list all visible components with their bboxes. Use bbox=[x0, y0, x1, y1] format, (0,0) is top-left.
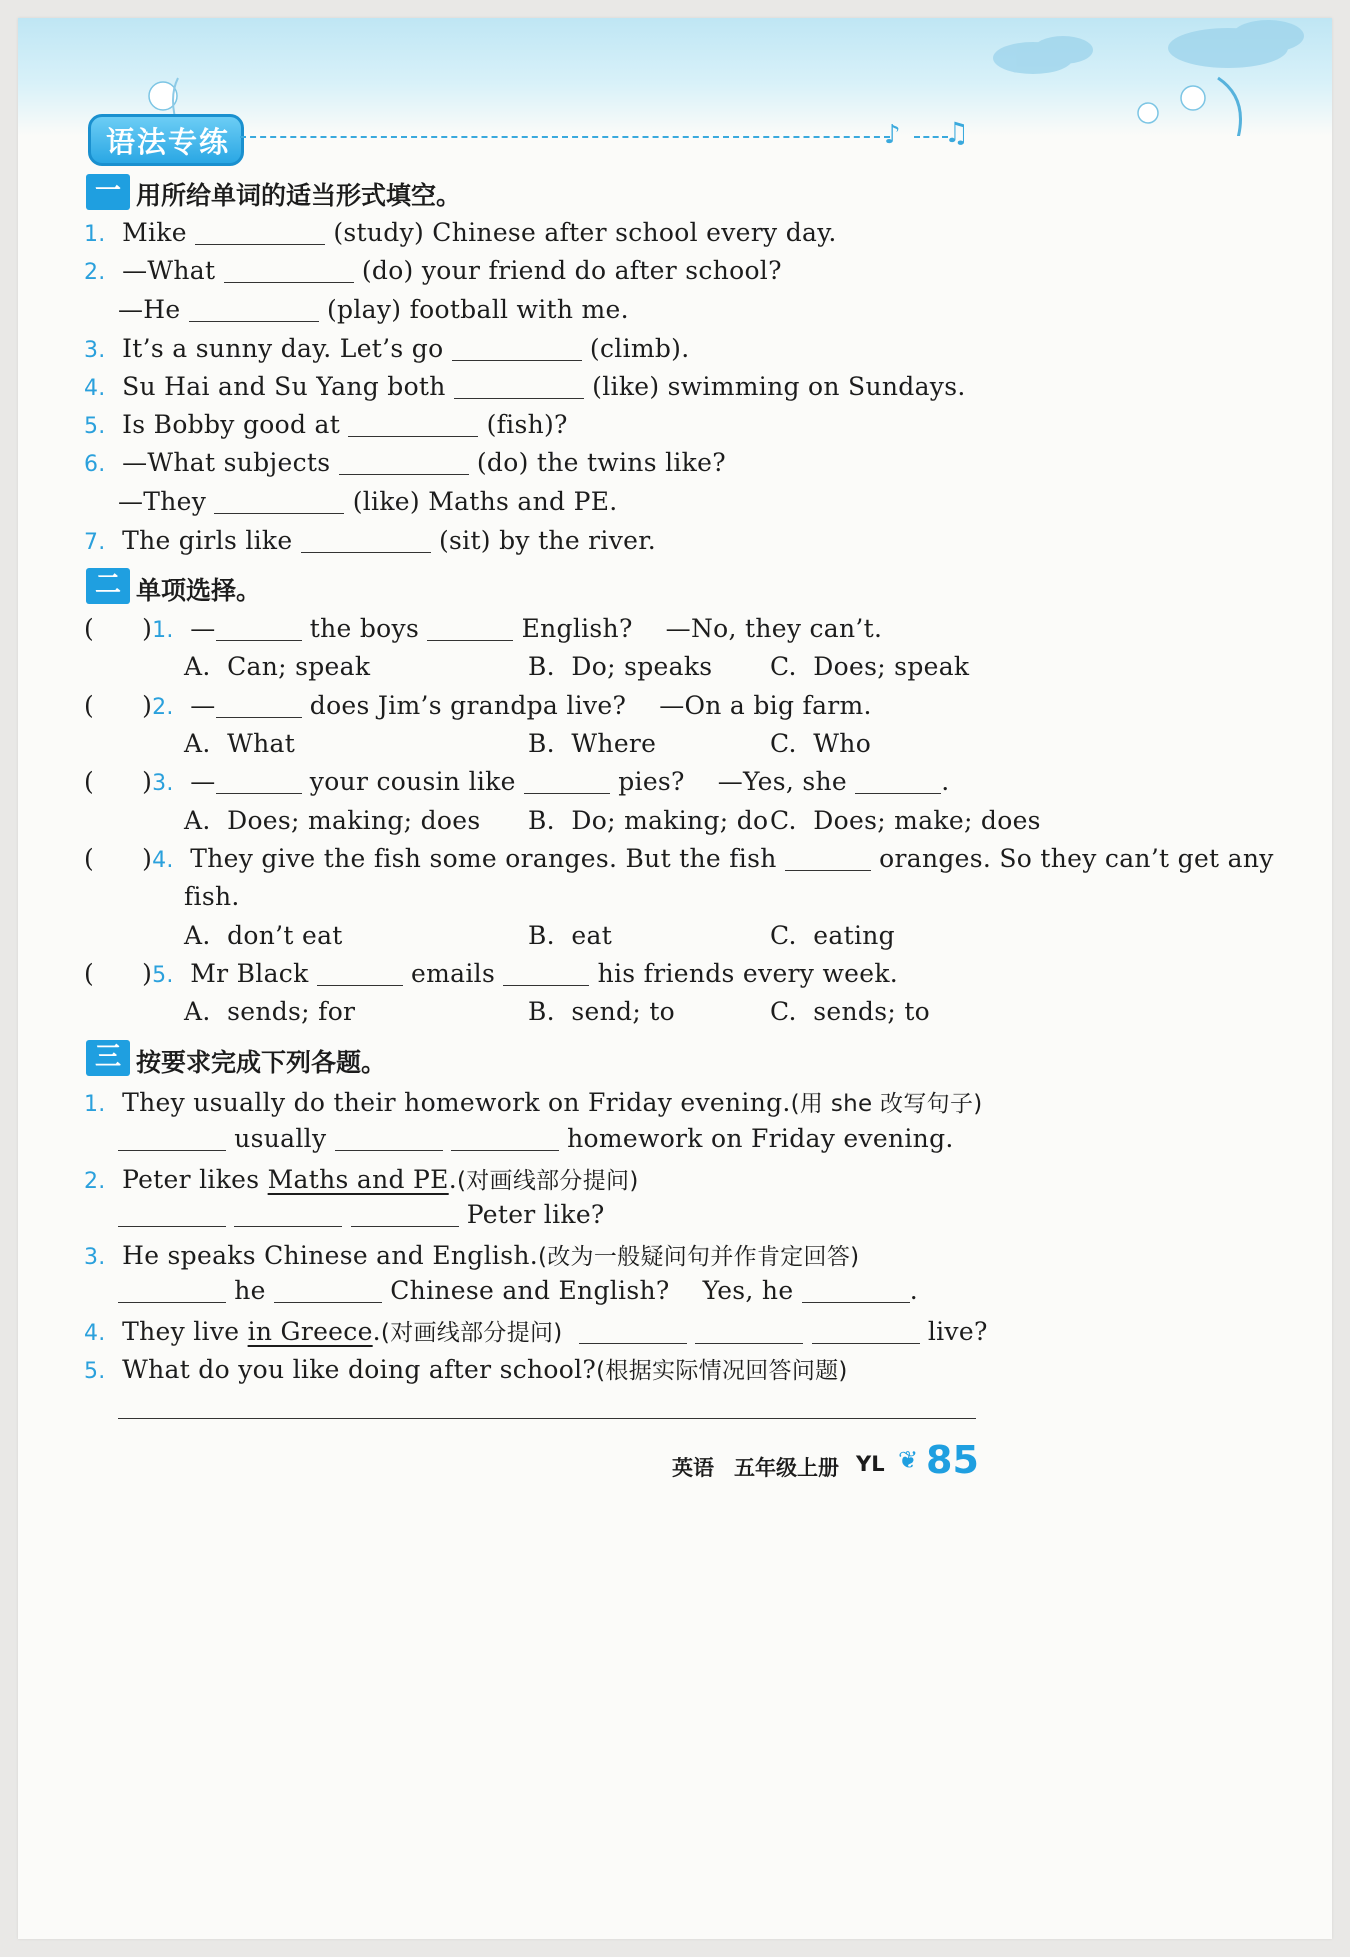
answer-blank[interactable] bbox=[503, 961, 589, 986]
option-a[interactable]: A. What bbox=[184, 729, 296, 758]
fill-question-7: 7. The girls like (sit) by the river. bbox=[84, 526, 656, 555]
answer-blank[interactable] bbox=[189, 297, 319, 322]
page-title: 语法专练 bbox=[106, 125, 231, 159]
option-b[interactable]: B. Where bbox=[528, 729, 657, 758]
leaf-icon: ❦ bbox=[898, 1446, 919, 1474]
answer-blank[interactable] bbox=[274, 1278, 382, 1303]
header-divider-end bbox=[914, 136, 948, 138]
answer-blank[interactable] bbox=[216, 616, 302, 641]
answer-blank[interactable] bbox=[195, 220, 325, 245]
option-c[interactable]: C. sends; to bbox=[770, 997, 931, 1026]
option-c[interactable]: C. Who bbox=[770, 729, 872, 758]
task-question-4: 4. They live in Greece.(对画线部分提问) live? bbox=[84, 1317, 988, 1346]
choice-question-3: ( )3. — your cousin like pies? —Yes, she . bbox=[84, 767, 950, 796]
answer-blank[interactable] bbox=[524, 769, 610, 794]
section-title: 按要求完成下列各题。 bbox=[136, 1048, 387, 1077]
task-question-5: 5. What do you like doing after school?(根据实际情况回答问题) bbox=[84, 1355, 848, 1384]
option-b[interactable]: B. Do; making; do bbox=[528, 806, 769, 835]
answer-blank[interactable] bbox=[118, 1278, 226, 1303]
answer-blank[interactable] bbox=[454, 374, 584, 399]
workbook-page bbox=[18, 18, 1332, 1939]
option-b[interactable]: B. Do; speaks bbox=[528, 652, 713, 681]
choice-question-4: ( )4. They give the fish some oranges. But the fish oranges. So they can’t get any bbox=[84, 844, 1274, 873]
option-c[interactable]: C. Does; speak bbox=[770, 652, 970, 681]
answer-blank[interactable] bbox=[216, 693, 302, 718]
option-a[interactable]: A. Does; making; does bbox=[184, 806, 481, 835]
answer-blank[interactable] bbox=[234, 1202, 342, 1227]
section-badge: 一 bbox=[86, 174, 130, 210]
answer-blank[interactable] bbox=[301, 528, 431, 553]
task-question-1: 1. They usually do their homework on Friday evening.(用 she 改写句子) bbox=[84, 1088, 983, 1117]
fill-question-6: 6. —What subjects (do) the twins like? bbox=[84, 448, 726, 477]
section-title: 用所给单词的适当形式填空。 bbox=[136, 181, 462, 210]
answer-blank[interactable] bbox=[579, 1319, 687, 1344]
music-notes-icon: ♫ bbox=[944, 116, 970, 149]
answer-blank[interactable] bbox=[335, 1126, 443, 1151]
answer-blank[interactable] bbox=[452, 336, 582, 361]
answer-blank[interactable] bbox=[785, 846, 871, 871]
option-c[interactable]: C. eating bbox=[770, 921, 895, 950]
answer-line[interactable] bbox=[118, 1418, 976, 1419]
fill-question-2: 2. —What (do) your friend do after school? bbox=[84, 256, 782, 285]
footer-grade: 五年级上册 bbox=[734, 1456, 839, 1480]
header-divider bbox=[240, 136, 890, 138]
answer-blank[interactable] bbox=[855, 769, 941, 794]
task-answer-line-1: usually homework on Friday evening. bbox=[118, 1124, 954, 1153]
answer-blank[interactable] bbox=[224, 258, 354, 283]
answer-blank[interactable] bbox=[451, 1126, 559, 1151]
option-c[interactable]: C. Does; make; does bbox=[770, 806, 1041, 835]
task-question-2: 2. Peter likes Maths and PE.(对画线部分提问) bbox=[84, 1165, 639, 1194]
fill-question-1: 1. Mike (study) Chinese after school every day. bbox=[84, 218, 837, 247]
choice-question-2: ( )2. — does Jim’s grandpa live? —On a big farm. bbox=[84, 691, 872, 720]
footer-subject: 英语 bbox=[672, 1456, 714, 1480]
answer-blank[interactable] bbox=[695, 1319, 803, 1344]
fill-question-3: 3. It’s a sunny day. Let’s go (climb). bbox=[84, 334, 690, 363]
task-answer-line-3: he Chinese and English? Yes, he . bbox=[118, 1276, 918, 1305]
music-note-icon: ♪ bbox=[884, 120, 901, 150]
section-badge: 三 bbox=[86, 1040, 130, 1076]
answer-blank[interactable] bbox=[317, 961, 403, 986]
fill-question-4: 4. Su Hai and Su Yang both (like) swimming on Sundays. bbox=[84, 372, 966, 401]
option-b[interactable]: B. eat bbox=[528, 921, 613, 950]
choice-question-4-continued: fish. bbox=[184, 882, 240, 911]
answer-blank[interactable] bbox=[802, 1278, 910, 1303]
answer-blank[interactable] bbox=[216, 769, 302, 794]
answer-blank[interactable] bbox=[351, 1202, 459, 1227]
footer-edition: YL bbox=[856, 1452, 885, 1476]
answer-blank[interactable] bbox=[118, 1126, 226, 1151]
answer-blank[interactable] bbox=[339, 450, 469, 475]
section-title: 单项选择。 bbox=[136, 576, 262, 605]
option-a[interactable]: A. sends; for bbox=[184, 997, 356, 1026]
fill-question-5: 5. Is Bobby good at (fish)? bbox=[84, 410, 568, 439]
answer-blank[interactable] bbox=[348, 412, 478, 437]
choice-question-5: ( )5. Mr Black emails his friends every week. bbox=[84, 959, 899, 988]
fill-question-6-reply: —They (like) Maths and PE. bbox=[118, 487, 618, 516]
option-b[interactable]: B. send; to bbox=[528, 997, 676, 1026]
task-question-3: 3. He speaks Chinese and English.(改为一般疑问句并作肯定回答) bbox=[84, 1241, 860, 1270]
answer-blank[interactable] bbox=[812, 1319, 920, 1344]
page-number: 85 bbox=[926, 1438, 979, 1482]
task-answer-line-2: Peter like? bbox=[118, 1200, 605, 1229]
option-a[interactable]: A. don’t eat bbox=[184, 921, 343, 950]
answer-blank[interactable] bbox=[118, 1202, 226, 1227]
fill-question-2-reply: —He (play) football with me. bbox=[118, 295, 629, 324]
option-a[interactable]: A. Can; speak bbox=[184, 652, 371, 681]
section-badge: 二 bbox=[86, 568, 130, 604]
answer-blank[interactable] bbox=[427, 616, 513, 641]
choice-question-1: ( )1. — the boys English? —No, they can’t. bbox=[84, 614, 883, 643]
answer-blank[interactable] bbox=[214, 489, 344, 514]
